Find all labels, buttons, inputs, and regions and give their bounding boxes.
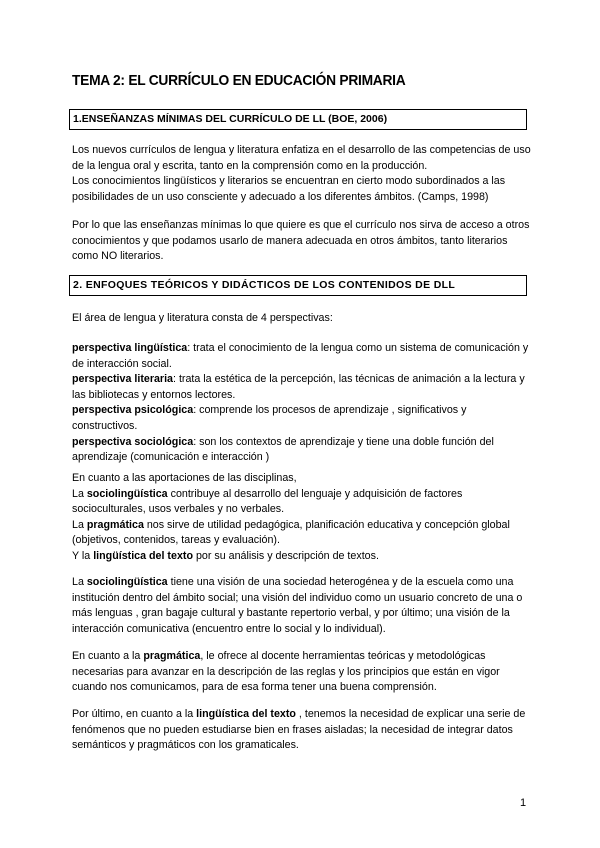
perspective-term: perspectiva psicológica — [72, 404, 194, 417]
perspectives-list — [72, 341, 532, 466]
page-title: TEMA 2: EL CURRÍCULO EN EDUCACIÓN PRIMARIA — [72, 72, 406, 89]
perspective-text: : son los contextos de aprendizaje y tiene una doble función del aprendizaje (comunicación e interacción ) — [72, 435, 494, 464]
contrib-pre: La — [72, 487, 87, 500]
contrib-pre: La — [72, 518, 87, 531]
para-text: , tenemos la necesidad de explicar una serie de fenómenos que no pueden estudiarse bien en frases aisladas; la necesidad de integrar datos semánticos y pragmáticos con los gramaticales. — [72, 708, 526, 752]
contrib-term: lingüística del texto — [93, 549, 193, 562]
section-1-heading: 1.ENSEÑANZAS MÍNIMAS DEL CURRÍCULO DE LL (BOE, 2006) — [69, 109, 527, 130]
perspective-term: perspectiva sociológica — [72, 435, 194, 448]
para-text: , le ofrece al docente herramientas teóricas y metodológicas necesarias para avanzar en la descripción de las reglas y los principios que están en vigor cuando nos comunicamos, para de esa forma tener una buena comprensión. — [72, 650, 500, 694]
perspective-text: : trata la estética de la percepción, las técnicas de animación a la lectura y las bibliotecas y entornos lectores. — [72, 373, 525, 401]
para-pre: La — [72, 576, 87, 588]
perspective-text: : comprende los procesos de aprendizaje , significativos y constructivos. — [72, 404, 467, 432]
section-2-heading: 2. ENFOQUES TEÓRICOS Y DIDÁCTICOS DE LOS CONTENIDOS DE DLL — [69, 275, 527, 296]
text-linguistics-paragraph — [72, 707, 532, 754]
sociolinguistics-paragraph — [72, 575, 532, 637]
contrib-text: nos sirve de utilidad pedagógica, planificación educativa y concepción global (objetivos, contenidos, tareas y evaluación). — [72, 518, 510, 547]
page-number: 1 — [520, 797, 527, 809]
perspectives-intro: El área de lengua y literatura consta de 4 perspectivas: — [72, 312, 333, 324]
contrib-pre: Y la — [72, 549, 94, 562]
para-term: lingüística del texto — [196, 708, 296, 720]
contrib-term: sociolingüística — [86, 487, 168, 500]
perspective-item — [72, 436, 494, 464]
perspective-term: perspectiva literaria — [72, 373, 173, 386]
contrib-text: por su análisis y descripción de textos. — [192, 549, 379, 562]
contributions-paragraph — [72, 471, 532, 565]
perspective-item — [72, 342, 528, 370]
para-pre: Por último, en cuanto a la — [72, 708, 197, 720]
perspective-item — [72, 404, 466, 432]
para-term: pragmática — [143, 650, 201, 662]
para-text: tiene una visión de una sociedad heterogénea y de la escuela como una institución dentro del ámbito social; una visión del individuo como un usuario concreto de una o más lenguas , gran bagaje cultural y bastante repertorio verbal, y por último; una visión de la interacción comunicativa (encuentro entre lo social y lo individual). — [72, 576, 523, 635]
pragmatics-paragraph — [72, 649, 532, 696]
contributions-intro: En cuanto a las aportaciones de las disciplinas, — [72, 472, 297, 484]
section-1-paragraph-3: Por lo que las enseñanzas mínimas lo que quiere es que el currículo nos sirva de acceso a otros conocimientos y que podamos usarlo de manera adecuada en otros ámbitos, tanto literarios como NO literarios. — [72, 219, 530, 263]
perspective-item — [72, 373, 525, 401]
perspective-term: perspectiva lingüística — [72, 342, 188, 354]
para-pre: En cuanto a la — [72, 650, 144, 662]
section-1-paragraph-1: Los nuevos currículos de lengua y literatura enfatiza en el desarrollo de las competencias de uso de la lengua oral y escrita, tanto en la comprensión como en la producción. — [72, 144, 531, 172]
contrib-term: pragmática — [86, 518, 144, 531]
para-term: sociolingüística — [86, 576, 168, 588]
perspective-text: : trata el conocimiento de la lengua como un sistema de comunicación y de interacción social. — [72, 342, 529, 370]
section-1-paragraph-2: Los conocimientos lingüísticos y literarios se encuentran en cierto modo subordinados a las posibilidades de un uso consciente y adecuado a los diferentes ámbitos. (Camps, 1998) — [72, 175, 506, 203]
contrib-text: contribuye al desarrollo del lenguaje y adquisición de factores socioculturales, usos verbales y no verbales. — [72, 487, 463, 516]
